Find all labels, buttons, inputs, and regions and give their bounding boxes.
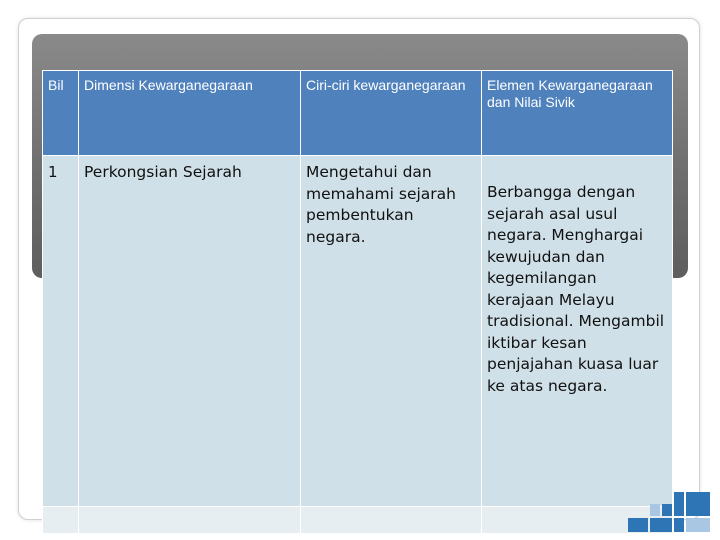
corner-deco-square [662, 504, 672, 516]
corner-deco-square [674, 518, 684, 532]
cell-dimensi: Perkongsian Sejarah [79, 156, 301, 507]
corner-deco-square [674, 492, 684, 516]
corner-deco-square [650, 518, 672, 532]
cell-ciri: Mengetahui dan memahami sejarah pembentukan negara. [301, 156, 482, 507]
empty-cell [301, 507, 482, 534]
table-row-empty [43, 507, 673, 534]
header-elemen: Elemen Kewarganegaraan dan Nilai Sivik [482, 71, 673, 156]
corner-deco-square [686, 492, 710, 516]
cell-bil: 1 [43, 156, 79, 507]
empty-cell [79, 507, 301, 534]
empty-cell [43, 507, 79, 534]
corner-deco-square [650, 504, 660, 516]
header-ciri: Ciri-ciri kewarganegaraan [301, 71, 482, 156]
cell-elemen: Berbangga dengan sejarah asal usul negara. Menghargai kewujudan dan kegemilangan kerajaan Melayu tradisional. Mengambil iktibar kesan penjajahan kuasa luar ke atas negara. [482, 156, 673, 507]
header-dimensi: Dimensi Kewarganegaraan [79, 71, 301, 156]
table-row [43, 156, 673, 507]
data-table [42, 70, 673, 534]
corner-deco-square [686, 518, 710, 532]
table-header-row [43, 71, 673, 156]
corner-deco-square [628, 518, 648, 532]
header-bil: Bil [43, 71, 79, 156]
